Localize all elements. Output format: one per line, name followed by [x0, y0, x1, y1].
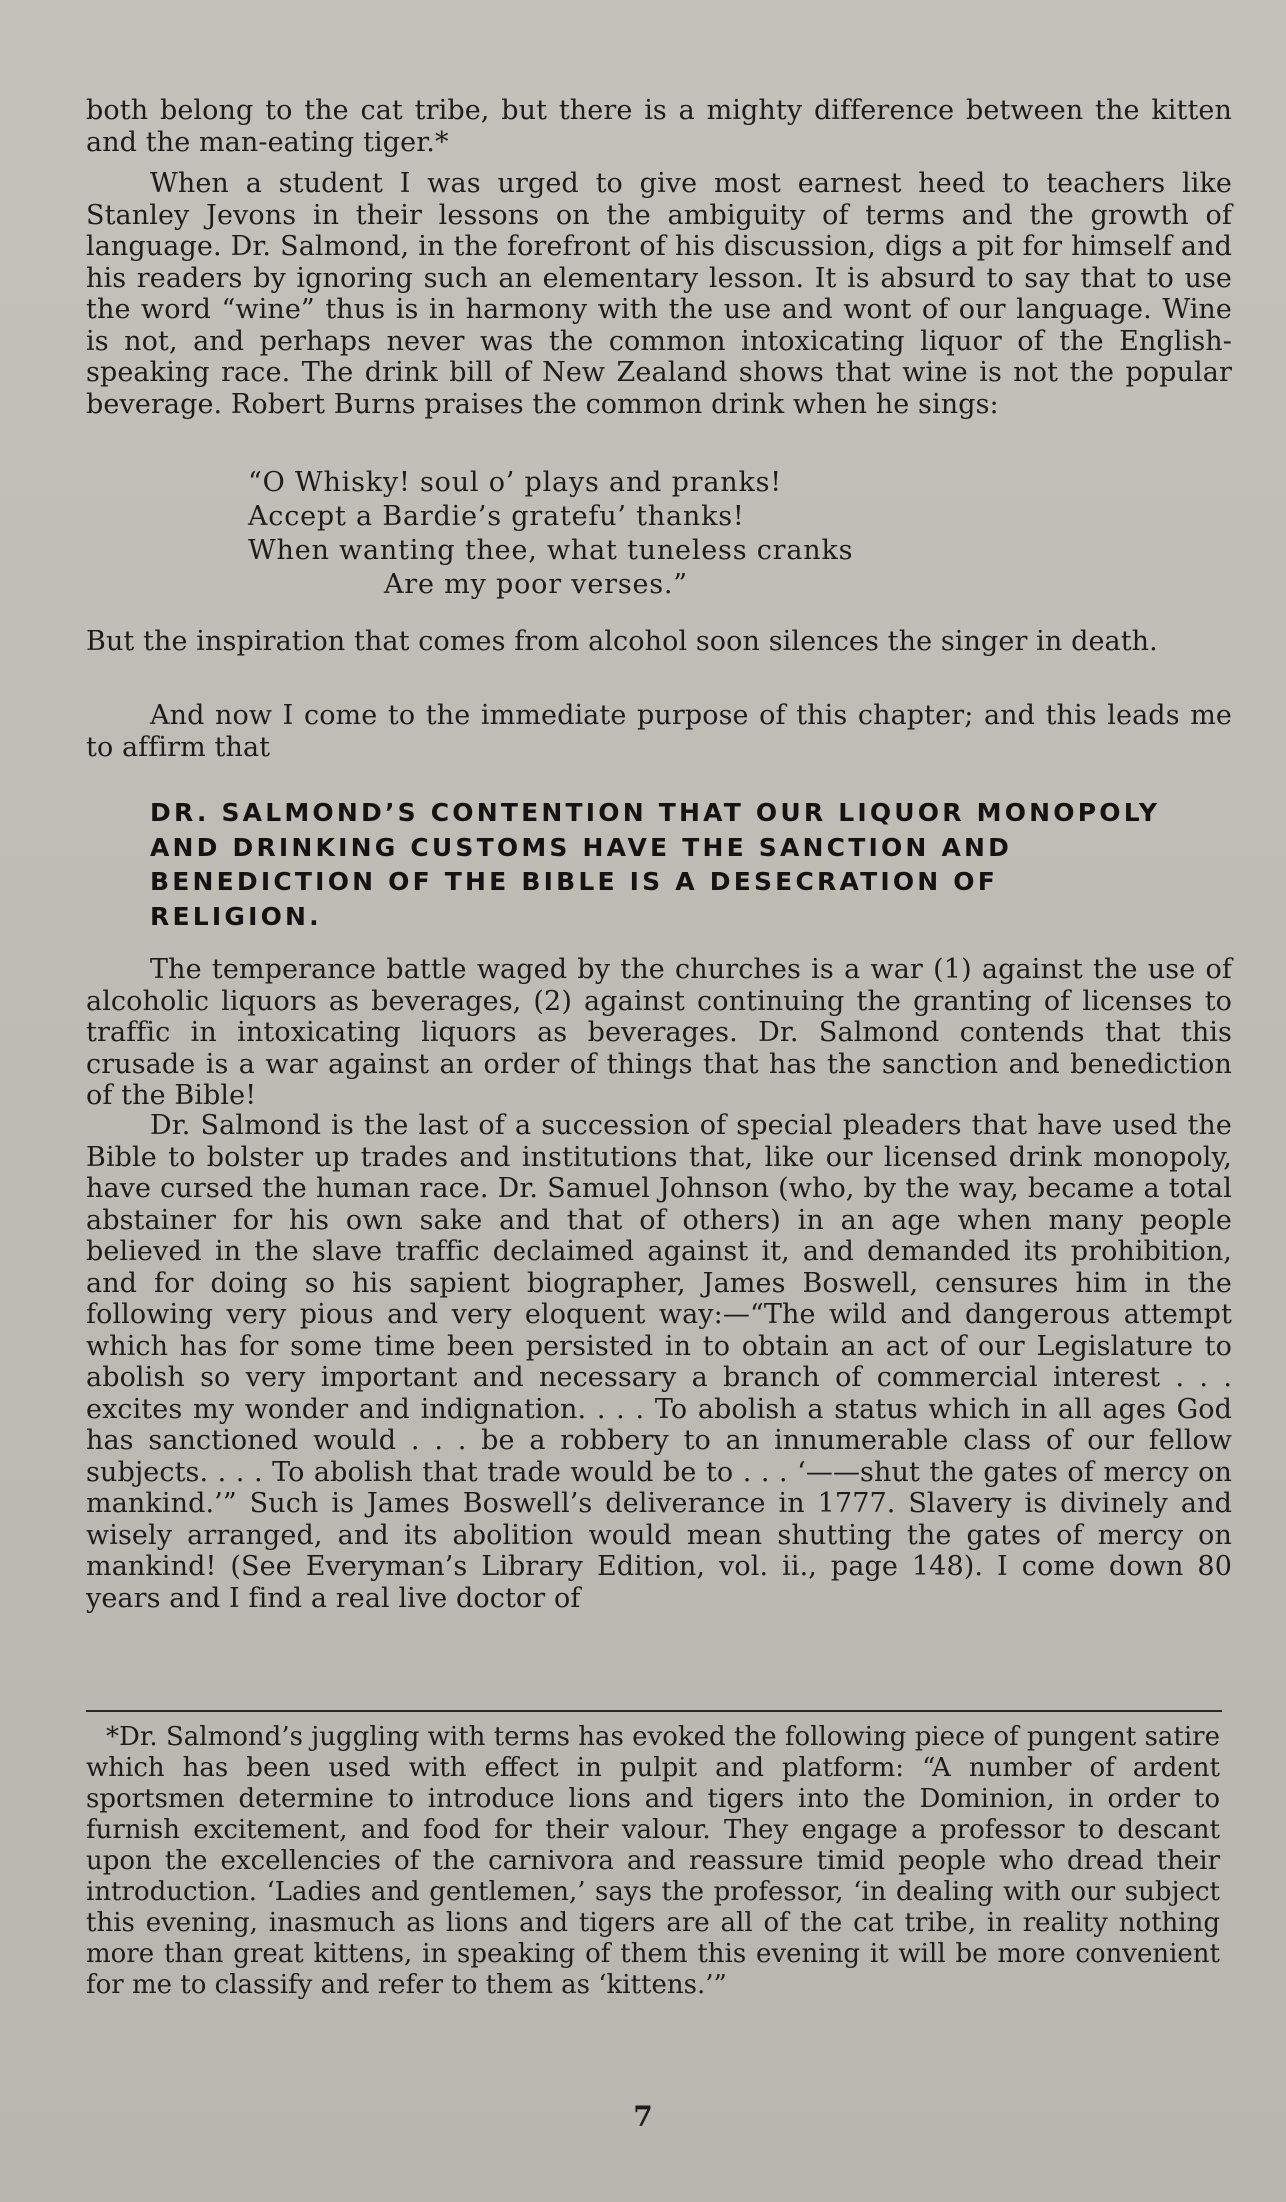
pleaders-paragraph — [86, 1110, 1232, 1614]
temperance-paragraph — [86, 954, 1232, 1112]
footnote-text: *Dr. Salmond’s juggling with terms has evoked the following piece of pungent satire which has been used with effect in pulpit and platform: “A number of ardent sportsmen determine to introduce lions and tigers into the Dominion, in order to furnish excitement, and food for their valour. They engage a professor to descant upon the excellencies of the carnivora and reassure timid people who dread their introduction. ‘Ladies and gentlemen,’ says the professor, ‘in dealing with our subject this evening, inasmuch as lions and tigers are all of the cat tribe, in reality nothing more than great kittens, in speaking of them this evening it will be more convenient for me to classify and refer to them as ‘kittens.’” — [86, 1722, 1220, 2000]
section-heading: DR. SALMOND’S CONTENTION THAT OUR LIQUOR MONOPOLY AND DRINKING CUSTOMS HAVE THE SANCTION AND BENEDICTION OF THE BIBLE IS A DESECRATION OF RELIGION. — [150, 798, 1161, 931]
poem-line-2: Accept a Bardie’s gratefu’ thanks! — [248, 501, 745, 532]
poem-line-4: Are my poor verses.” — [384, 569, 688, 600]
top-paragraph-text: both belong to the cat tribe, but there is a mighty difference between the kitten and the man-eating tiger.* — [86, 95, 1232, 158]
footnote-divider — [86, 1710, 1222, 1712]
purpose-paragraph-text: And now I come to the immediate purpose of this chapter; and this leads me to affirm that — [86, 700, 1232, 763]
student-paragraph — [86, 168, 1232, 420]
footnote — [86, 1722, 1220, 2001]
inspiration-paragraph — [86, 626, 1232, 658]
student-paragraph-text: When a student I was urged to give most earnest heed to teachers like Stanley Jevons in their lessons on the ambiguity of terms and the growth of language. Dr. Salmond, in the forefront of his discussion, digs a pit for himself and his readers by ignoring such an elementary lesson. It is absurd to say that to use the word “wine” thus is in harmony with the use and wont of our language. Wine is not, and perhaps never was the common intoxicating liquor of the English-speaking race. The drink bill of New Zealand shows that wine is not the popular beverage. Robert Burns praises the common drink when he sings: — [86, 168, 1232, 420]
inspiration-paragraph-text: But the inspiration that comes from alcohol soon silences the singer in death. — [86, 626, 1158, 657]
temperance-paragraph-text: The temperance battle waged by the churches is a war (1) against the use of alcoholic liquors as beverages, (2) against continuing the granting of licenses to traffic in intoxicating liquors as beverages. Dr. Salmond contends that this crusade is a war against an order of things that has the sanction and benediction of the Bible! — [86, 954, 1232, 1111]
poem-line-3: When wanting thee, what tuneless cranks — [248, 535, 854, 566]
page-number: 7 — [633, 2100, 653, 2133]
poem-line-1: “O Whisky! soul o’ plays and pranks! — [248, 467, 782, 498]
top-paragraph — [86, 95, 1232, 158]
purpose-paragraph — [86, 700, 1232, 763]
burns-poem — [248, 466, 853, 602]
pleaders-paragraph-text: Dr. Salmond is the last of a succession of special pleaders that have used the Bible to bolster up trades and institutions that, like our licensed drink monopoly, have cursed the human race. Dr. Samuel Johnson (who, by the way, became a total abstainer for his own sake and that of others) in an age when many people believed in the slave traffic declaimed against it, and demanded its prohibition, and for doing so his sapient biographer, James Boswell, censures him in the following very pious and very eloquent way:—“The wild and dangerous attempt which has for some time been persisted in to obtain an act of our Legislature to abolish so very important and necessary a branch of commercial interest . . . excites my wonder and indignation. . . . To abolish a status which in all ages God has sanctioned would . . . be a robbery to an innumerable class of our fellow subjects. . . . To abolish that trade would be to . . . ‘——shut the gates of mercy on mankind.’” Such is James Boswell’s deliverance in 1777. Slavery is divinely and wisely arranged, and its abolition would mean shutting the gates of mercy on mankind! (See Everyman’s Library Edition, vol. ii., page 148). I come down 80 years and I find a real live doctor of — [86, 1110, 1232, 1614]
